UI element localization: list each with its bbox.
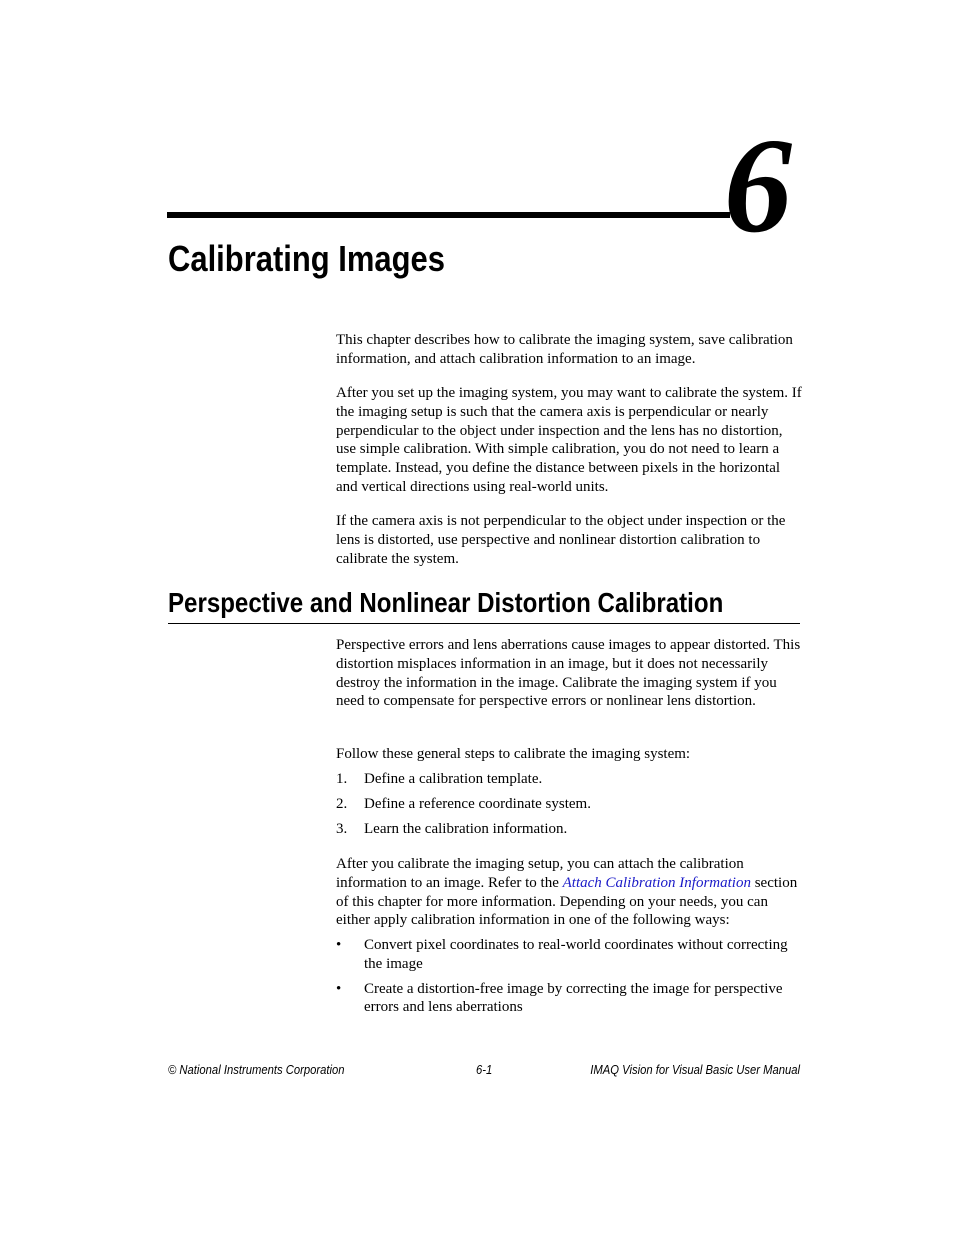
intro-paragraph-2: After you set up the imaging system, you may want to calibrate the system. If the imaging setup is such that the camera axis is perpendicular or nearly perpendicular to the object under inspection and the lens has no distortion, use simple calibration. With simple calibration, you do not need to learn a template. Instead, you define the distance between pixels in the horizontal and vertical directions using real-world units.: [336, 385, 802, 495]
intro-paragraph-3: If the camera axis is not perpendicular to the object under inspection or the lens is distorted, use perspective and nonlinear distortion calibration to calibrate the system.: [336, 513, 786, 567]
step-text: Define a calibration template.: [364, 771, 543, 787]
footer-copyright: © National Instruments Corporation: [168, 1063, 345, 1077]
step-text: Define a reference coordinate system.: [364, 795, 591, 812]
intro-paragraph-1: This chapter describes how to calibrate the imaging system, save calibration information, and attach calibration information to an image.: [336, 332, 793, 367]
step-text: Learn the calibration information.: [364, 820, 568, 837]
paragraph-text: section of this chapter for more information. Depending on your needs, you can either apply calibration information in one of the following ways:: [336, 874, 798, 929]
list-item: [336, 980, 804, 1018]
footer-manual-title: IMAQ Vision for Visual Basic User Manual: [590, 1063, 800, 1077]
section-paragraph-2: Follow these general steps to calibrate the imaging system:: [336, 746, 691, 762]
step-number: 1.: [336, 771, 348, 787]
chapter-number: 6: [724, 111, 792, 261]
step-number: 2.: [336, 795, 348, 812]
footer-page-number: 6-1: [476, 1063, 493, 1077]
section-rule: [168, 623, 800, 624]
steps-list: [336, 770, 804, 844]
bullet-marker: •: [336, 980, 342, 997]
options-list: [336, 936, 804, 1023]
attach-calibration-link[interactable]: Attach Calibration Information: [562, 874, 751, 891]
list-item: [336, 936, 804, 974]
chapter-title: Calibrating Images: [168, 238, 446, 279]
bullet-text: Create a distortion-free image by correcting the image for perspective errors and lens aberrations: [364, 980, 783, 1016]
bullet-marker: •: [336, 937, 342, 953]
step-number: 3.: [336, 820, 348, 837]
section-heading: Perspective and Nonlinear Distortion Calibration: [168, 587, 724, 618]
chapter-rule: [167, 212, 730, 218]
section-paragraph-3: [336, 855, 804, 930]
list-item: [336, 820, 804, 839]
paragraph-text: After you calibrate the imaging setup, you can attach the calibration information to an image. Refer to the: [336, 856, 744, 891]
bullet-text: Convert pixel coordinates to real-world coordinates without correcting the image: [364, 937, 788, 972]
list-item: [336, 795, 804, 814]
list-item: [336, 770, 804, 789]
section-paragraph-1: Perspective errors and lens aberrations cause images to appear distorted. This distortion misplaces information in an image, but it does not necessarily destroy the information in the image. Calibrate the imaging system if you need to compensate for perspective errors or nonlinear lens distortion.: [336, 637, 801, 710]
